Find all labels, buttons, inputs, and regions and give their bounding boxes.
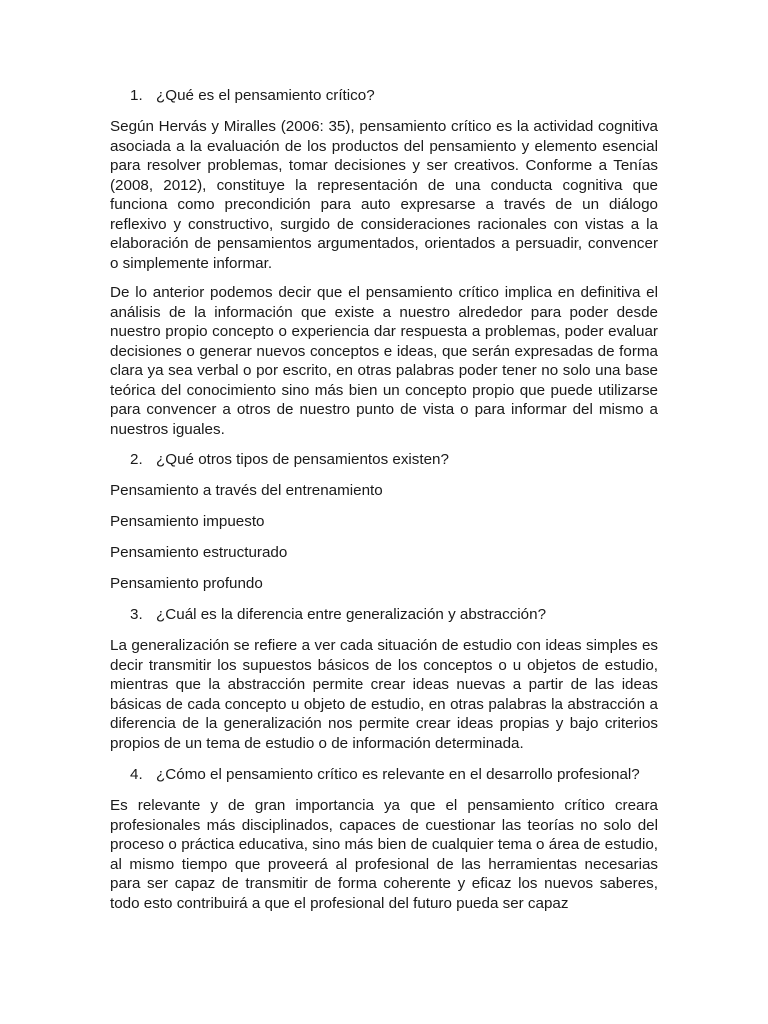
question-2-number: 2. [130, 451, 143, 468]
question-3-number: 3. [130, 606, 143, 623]
question-1 [130, 86, 658, 106]
question-3 [130, 605, 658, 625]
type-item-3: Pensamiento estructurado [110, 544, 288, 561]
type-item-1: Pensamiento a través del entrenamiento [110, 482, 383, 499]
paragraph-4: Es relevante y de gran importancia ya que el pensamiento crítico creara profesionales más disciplinados, capaces de cuestionar las teorías no solo del proceso o práctica educativa, sino más bien de cualquier tema o área de estudio, al mismo tiempo que proveerá al profesional de las herramientas necesarias para ser capaz de transmitir de forma coherente y eficaz los nuevos saberes, todo esto contribuirá a que el profesional del futuro pueda ser capaz [110, 797, 658, 912]
question-2-text: ¿Qué otros tipos de pensamientos existen? [156, 451, 449, 468]
question-1-text: ¿Qué es el pensamiento crítico? [156, 87, 375, 104]
paragraph-2: De lo anterior podemos decir que el pensamiento crítico implica en definitiva el análisis de la información que existe a nuestro alrededor para poder desde nuestro propio concepto o experiencia dar respuesta a problemas, poder evaluar decisiones o generar nuevos conceptos e ideas, que serán expresadas de forma clara ya sea verbal o por escrito, en otras palabras poder tener no solo una base teórica del conocimiento sino más bien un concepto propio que puede utilizarse para convencer a otros de nuestro punto de vista o para informar del mismo a nuestros iguales. [110, 284, 658, 438]
question-2 [130, 450, 658, 470]
question-3-text: ¿Cuál es la diferencia entre generalización y abstracción? [156, 606, 547, 623]
type-item-4: Pensamiento profundo [110, 575, 263, 592]
paragraph-1: Según Hervás y Miralles (2006: 35), pensamiento crítico es la actividad cognitiva asociada a la evaluación de los productos del pensamiento y elemento esencial para resolver problemas, tomar decisiones y ser creativos. Conforme a Tenías (2008, 2012), constituye la representación de una conducta cognitiva que funciona como precondición para auto expresarse a través de un diálogo reflexivo y constructivo, surgido de consideraciones racionales con vistas a la elaboración de pensamientos argumentados, orientados a persuadir, convencer o simplemente informar. [110, 118, 658, 272]
paragraph-3: La generalización se refiere a ver cada situación de estudio con ideas simples es decir transmitir los supuestos básicos de los conceptos o u objetos de estudio, mientras que la abstracción permite crear ideas nuevas a partir de las ideas básicas de cada concepto u objeto de estudio, en otras palabras la abstracción a diferencia de la generalización nos permite crear ideas propias y bajo criterios propios de un tema de estudio o de información determinada. [110, 637, 658, 752]
question-4 [130, 765, 658, 785]
type-item-2: Pensamiento impuesto [110, 513, 265, 530]
question-4-number: 4. [130, 766, 143, 783]
question-1-number: 1. [130, 87, 143, 104]
question-4-text: ¿Cómo el pensamiento crítico es relevante en el desarrollo profesional? [156, 766, 640, 783]
